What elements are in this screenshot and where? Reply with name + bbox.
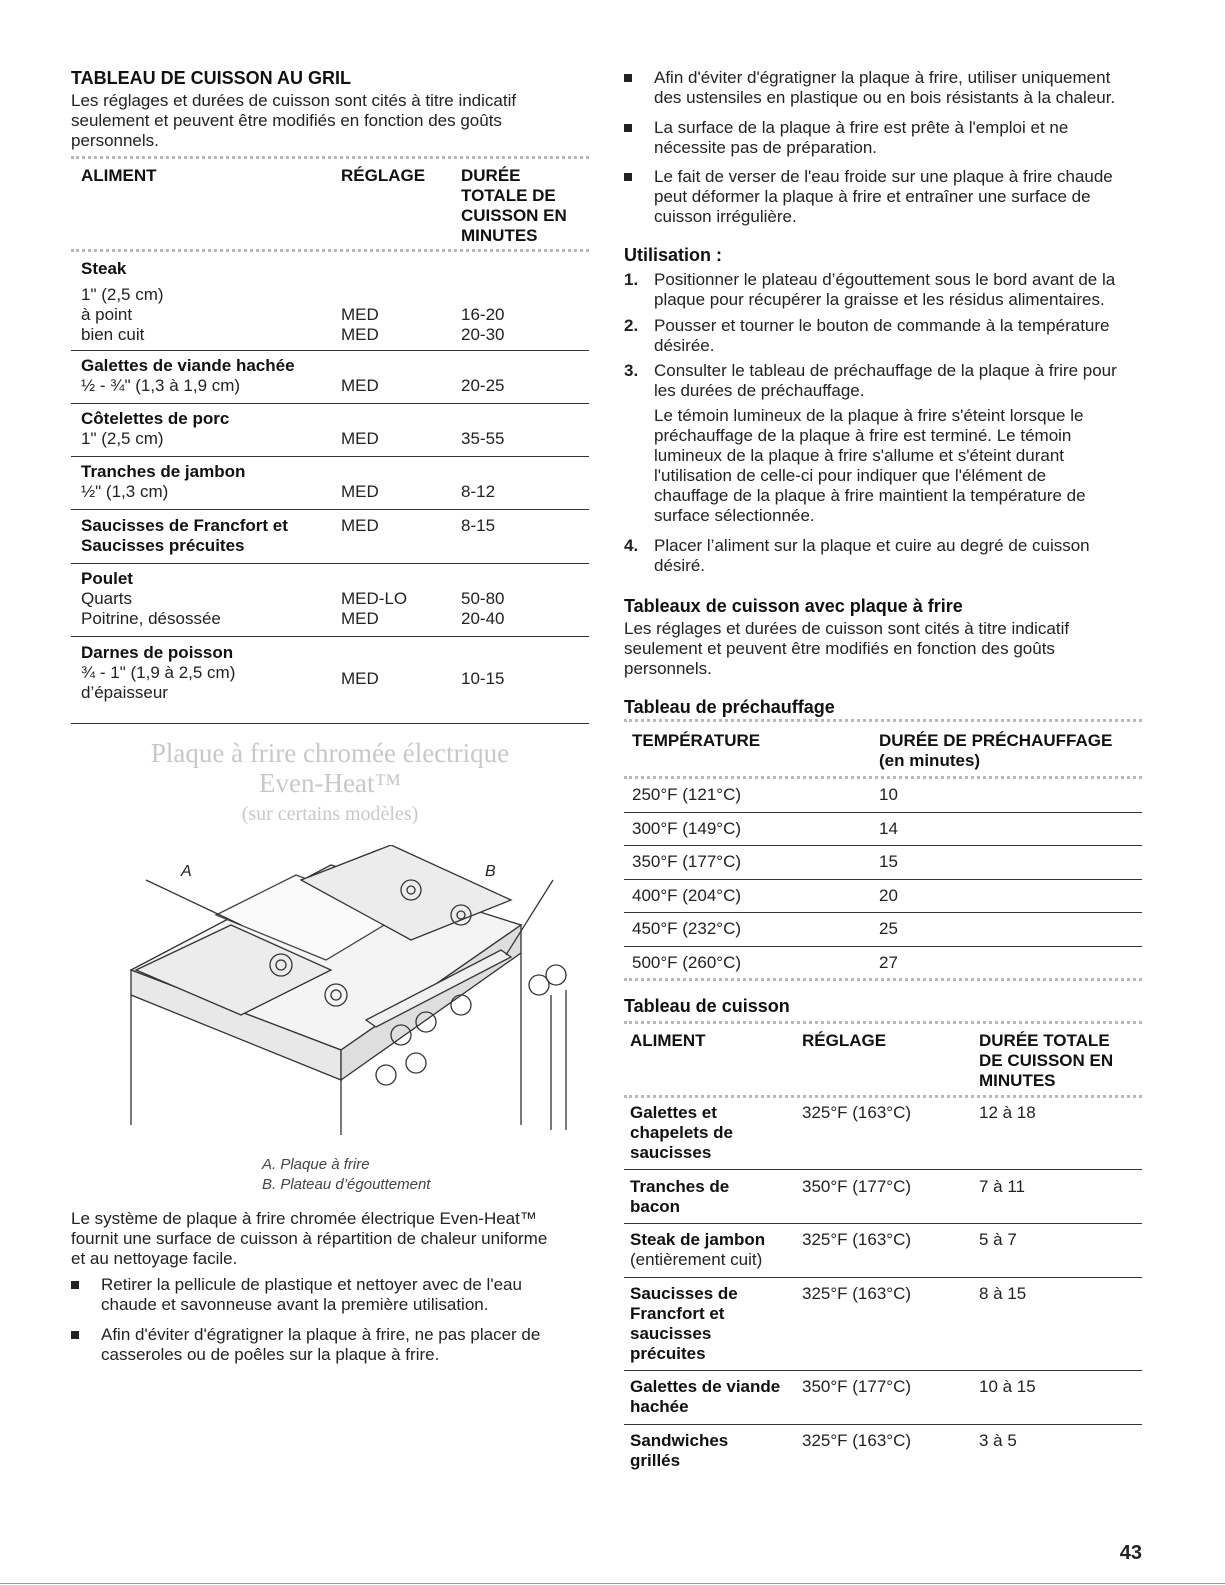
bullet-icon [624, 173, 632, 181]
figure-title: Plaque à frire chromée électrique Even-Heat™ (sur certains modèles) [150, 738, 510, 825]
figure-label-b: B [485, 863, 496, 880]
bottom-rule [0, 1583, 1225, 1584]
bullet-icon [71, 1281, 79, 1289]
grill-table-title: TABLEAU DE CUISSON AU GRIL [71, 68, 352, 88]
griddle-figure [71, 738, 589, 828]
page-number: 43 [1119, 1542, 1142, 1564]
bullet-icon [624, 124, 632, 132]
bullet-icon [624, 74, 632, 82]
grill-intro: Les réglages et durées de cuisson sont cités à titre indicatif seulement et peuvent être modifiés en fonction des goûts personnels. [71, 91, 517, 150]
figure-caption: A. Plaque à frire B. Plateau d’égouttement [262, 1156, 431, 1193]
tableaux-title: Tableaux de cuisson avec plaque à frire [624, 596, 963, 616]
cuisson-title: Tableau de cuisson [624, 996, 790, 1016]
step3-note: Le témoin lumineux de la plaque à frire s'éteint lorsque le préchauffage de la plaque à frire est terminé. Le témoin lumineux de la plaque à frire s'allume et s'éteint durant l'utilisation de celle-ci pour indiquer que l'élément de chauffage de la plaque à frire maintient la température de surface sélectionnée. [654, 406, 1086, 525]
tableaux-text: Les réglages et durées de cuisson sont cités à titre indicatif seulement et peuvent être modifiés en fonction des goûts personnels. [624, 619, 1070, 678]
figure-label-a: A [181, 863, 192, 880]
system-text: Le système de plaque à frire chromée électrique Even-Heat™ fournit une surface de cuisson à répartition de chaleur uniforme et au nettoyage facile. [71, 1209, 548, 1268]
range-illustration [111, 845, 591, 1135]
bullet-icon [71, 1331, 79, 1339]
utilisation-title: Utilisation : [624, 245, 722, 265]
prechauffage-title: Tableau de préchauffage [624, 697, 835, 717]
